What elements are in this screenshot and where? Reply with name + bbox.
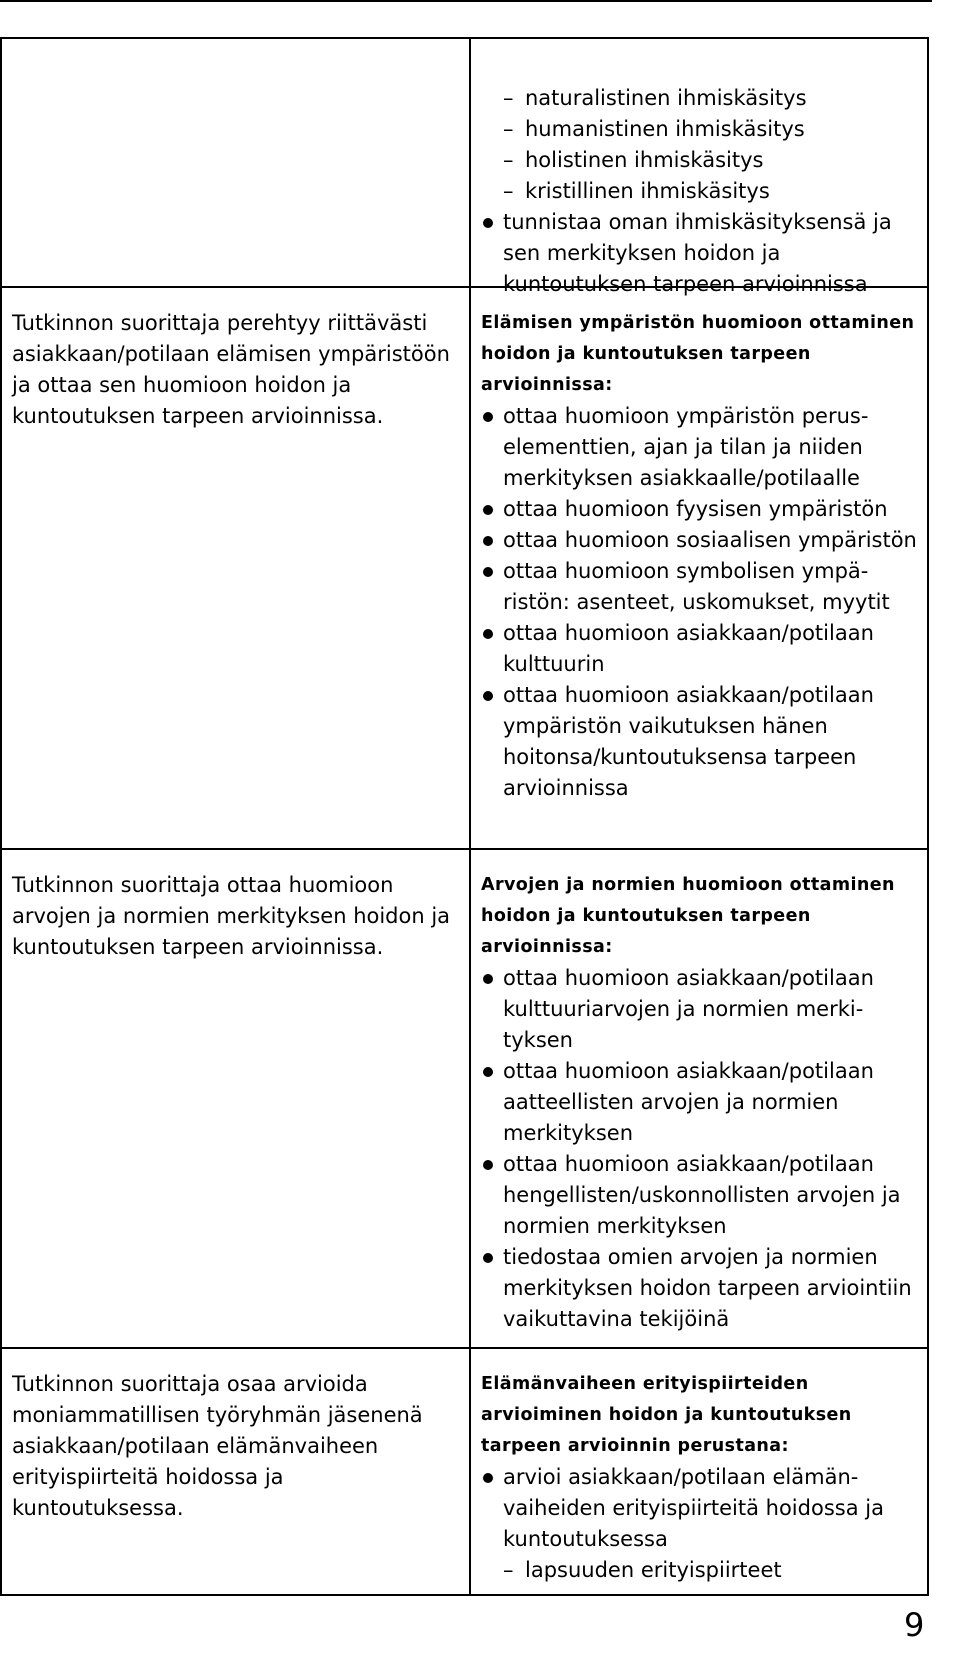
list-item: arvioi asiakkaan/potilaan elämänvaiheiden erityispiirteitä hoidossa ja kuntoutuksessa xyxy=(481,1462,919,1555)
list-item: – kristillinen ihmiskäsitys xyxy=(503,179,770,203)
criteria-table xyxy=(0,37,929,1596)
list-item: ottaa huomioon asiakkaan/potilaan kulttuuriarvojen ja normien merkityksen xyxy=(481,963,919,1056)
row2-content-cell xyxy=(471,286,929,848)
row3-criterion: Tutkinnon suorittaja ottaa huomioon arvojen ja normien merkityksen hoidon ja kuntoutuksen tarpeen arvioinnissa. xyxy=(12,873,451,959)
list-item: ottaa huomioon sosiaalisen ympäristön xyxy=(481,525,919,556)
list-item: – naturalistinen ihmiskäsitys xyxy=(503,86,807,110)
list-item: – humanistinen ihmiskäsitys xyxy=(503,117,805,141)
list-item: tunnistaa oman ihmiskäsityksensä ja sen merkityksen hoidon ja kuntoutuksen tarpeen arvioinnissa xyxy=(481,207,919,300)
list-item: ottaa huomioon asiakkaan/potilaan hengellisten/uskonnollisten arvojen ja normien merkityksen xyxy=(481,1149,919,1242)
row1-criterion-cell xyxy=(2,39,471,286)
list-item-text: humanistinen ihmiskäsitys xyxy=(525,117,805,141)
list-item: – holistinen ihmiskäsitys xyxy=(503,148,764,172)
row4-heading: Elämänvaiheen erityispiirteiden arvioiminen hoidon ja kuntoutuksen tarpeen arvioinnin perustana: xyxy=(481,1374,852,1456)
list-item: ottaa huomioon asiakkaan/potilaan kulttuurin xyxy=(481,618,919,680)
row3-list xyxy=(481,963,919,1335)
list-item: ottaa huomioon fyysisen ympäristön xyxy=(481,494,919,525)
list-item-text: kristillinen ihmiskäsitys xyxy=(525,179,770,203)
row3-content-cell xyxy=(471,848,929,1347)
page-number: 9 xyxy=(904,1606,925,1644)
list-item: ottaa huomioon symbolisen ympäristön: asenteet, uskomukset, myytit xyxy=(481,556,919,618)
row4-criterion-cell xyxy=(2,1347,471,1594)
row1-content-cell xyxy=(471,39,929,296)
row2-heading: Elämisen ympäristön huomioon ottaminen hoidon ja kuntoutuksen tarpeen arvioinnissa: xyxy=(481,313,915,395)
row2-criterion-cell xyxy=(2,286,471,848)
list-item: ottaa huomioon asiakkaan/potilaan aatteellisten arvojen ja normien merkityksen xyxy=(481,1056,919,1149)
list-item: tiedostaa omien arvojen ja normien merkityksen hoidon tarpeen arviointiin vaikuttavina tekijöinä xyxy=(481,1242,919,1335)
row2-criterion: Tutkinnon suorittaja perehtyy riittävästi asiakkaan/potilaan elämisen ympäristöön ja ottaa sen huomioon hoidon ja kuntoutuksen tarpeen arvioinnissa. xyxy=(12,311,450,428)
list-item-text: holistinen ihmiskäsitys xyxy=(525,148,764,172)
list-item: ottaa huomioon ympäristön peruselementtien, ajan ja tilan ja niiden merkityksen asiakkaalle/potilaalle xyxy=(481,401,919,494)
row4-list xyxy=(481,1462,919,1586)
row3-heading: Arvojen ja normien huomioon ottaminen hoidon ja kuntoutuksen tarpeen arvioinnissa: xyxy=(481,875,895,957)
list-item: – lapsuuden erityispiirteet xyxy=(503,1558,782,1582)
row3-criterion-cell xyxy=(2,848,471,1347)
row2-list xyxy=(481,401,919,804)
row4-criterion: Tutkinnon suorittaja osaa arvioida moniammatillisen työryhmän jäsenenä asiakkaan/potilaan elämänvaiheen erityispiirteitä hoidossa ja kuntoutuksessa. xyxy=(12,1372,423,1520)
row4-content-cell xyxy=(471,1347,929,1594)
list-item: ottaa huomioon asiakkaan/potilaan ympäristön vaikutuksen hänen hoitonsa/kuntoutuksensa tarpeen arvioinnissa xyxy=(481,680,919,804)
list-item-text: naturalistinen ihmiskäsitys xyxy=(525,86,807,110)
row1-list xyxy=(481,83,919,300)
list-item-text: lapsuuden erityispiirteet xyxy=(525,1558,782,1582)
top-rule xyxy=(0,0,932,2)
